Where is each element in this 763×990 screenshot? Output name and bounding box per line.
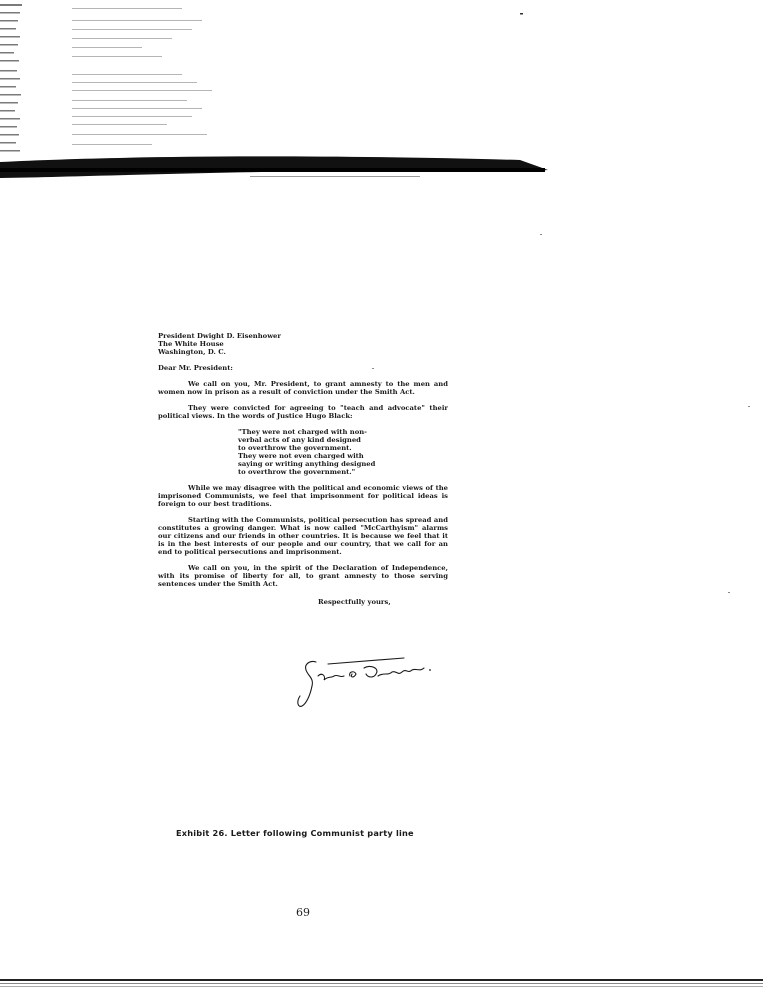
paragraph-text: Starting with the Communists, political persecution has spread and constitutes a growing danger. What is now called "McCarthyism" alarms our citizens and our friends in other countries. It is because we feel that it is in the best interests of our people and our country, that we call for an end to political persecutions and imprisonment. bbox=[158, 516, 448, 556]
paragraph-text: They were convicted for agreeing to "teach and advocate" their political views. In the words of Justice Hugo Black: bbox=[158, 404, 448, 420]
scan-speck bbox=[372, 368, 374, 369]
letter-paragraph bbox=[158, 564, 448, 588]
salutation: Dear Mr. President: bbox=[158, 364, 233, 372]
address-line: The White House bbox=[158, 340, 224, 348]
scan-speck bbox=[540, 234, 542, 235]
scan-speck bbox=[728, 592, 730, 593]
paragraph-text: We call on you, in the spirit of the Declaration of Independence, with its promise of liberty for all, to grant amnesty to those serving sentences under the Smith Act. bbox=[158, 564, 448, 588]
letter-paragraph bbox=[158, 380, 448, 396]
letter bbox=[158, 332, 448, 606]
block-quote: "They were not charged with non- verbal acts of any kind designed to overthrow the government. They were not even charged with saying or writing anything designed to overthrow the government." bbox=[238, 428, 376, 476]
address-line: President Dwight D. Eisenhower bbox=[158, 332, 281, 340]
scan-artifact-bottom bbox=[0, 975, 763, 990]
paragraph-text: While we may disagree with the political and economic views of the imprisoned Communists, we feel that imprisonment for political ideas is foreign to our best traditions. bbox=[158, 484, 448, 508]
closing: Respectfully yours, bbox=[318, 598, 391, 606]
paragraph-text: We call on you, Mr. President, to grant amnesty to the men and women now in prison as a result of conviction under the Smith Act. bbox=[158, 380, 448, 396]
scan-artifact-top bbox=[0, 0, 763, 190]
handwritten-signature bbox=[288, 654, 438, 710]
letter-paragraph bbox=[158, 484, 448, 508]
address-line: Washington, D. C. bbox=[158, 348, 226, 356]
scan-speck bbox=[748, 406, 750, 407]
recipient-address bbox=[158, 332, 448, 356]
letter-paragraph bbox=[158, 404, 448, 420]
page-number: 69 bbox=[296, 906, 310, 919]
letter-paragraph bbox=[158, 516, 448, 556]
exhibit-caption: Exhibit 26. Letter following Communist party line bbox=[176, 828, 414, 838]
